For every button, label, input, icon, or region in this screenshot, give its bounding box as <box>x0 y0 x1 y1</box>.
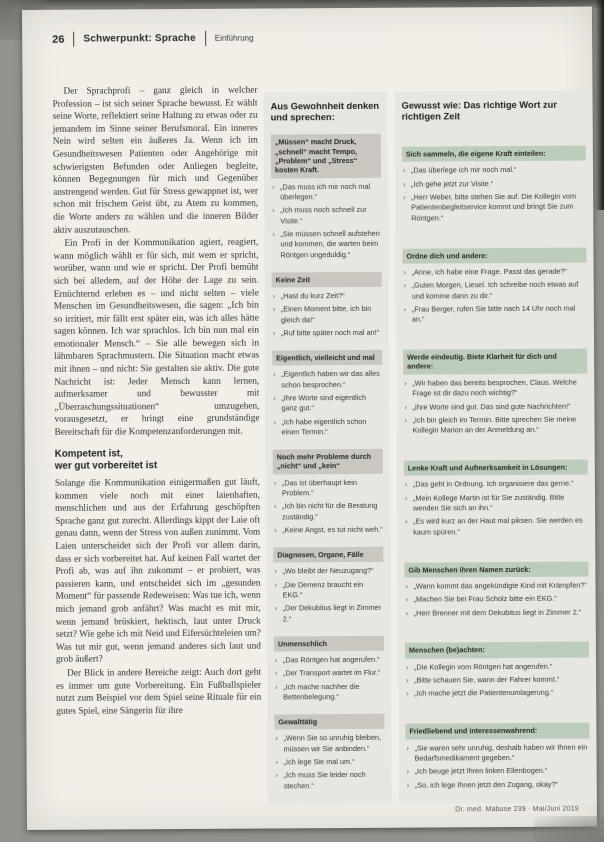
list-item: › „Ich mache nachher die Bettenbelegung.“ <box>275 681 384 702</box>
article-paragraph: Der Sprachprofi – ganz gleich in welcher Profession – ist sich seiner Sprache bewusst. Er wählt seine Worte, reflektiert seine Haltung zu etwas oder zu jemandem im Sinne seiner Berufsmoral. Ein inneres Nein wird selten ein äußeres Ja. Wenn ich im Gesundheitswesen Patienten oder Angehörige mit schwierigsten Befunden oder Anliegen begleite, können Begegnungen für mich und Gegenüber anstrengend werden. Gut für Stress gewappnet ist, wer schon mit frischem Geist übt, zu Atem zu kommen, die Worte anders zu wählen und die inneren Bilder aktiv auszutauschen. <box>52 85 259 236</box>
habit-section-diagnosen <box>273 547 383 628</box>
list-item: › „Das geht in Ordnung. Ich organisiere das gerne.“ <box>405 479 588 490</box>
list-item: › „Herr Weber, bitte stehen Sie auf. Die Kollegin vom Patientenbegleitservice kommt und bringt Sie zum Röntgen.“ <box>403 192 586 224</box>
habit-section-header: Unmenschlich <box>274 635 384 651</box>
list-item: › „Anne, ich habe eine Frage. Passt das gerade?“ <box>404 266 587 277</box>
list-item: › „Keine Angst, es tut nicht weh.“ <box>274 525 383 536</box>
list-item: › „Ruf bitte später noch mal an!“ <box>273 328 382 339</box>
knowhow-section-header: Sich sammeln, die eigene Kraft einteilen: <box>402 146 586 162</box>
knowhow-column-box <box>395 91 597 804</box>
list-item: › „Hast du kurz Zeit?“ <box>273 291 382 302</box>
list-item: › „Guten Morgen, Liesel. Ich schreibe noch etwas auf und komme dann zu dir.“ <box>404 280 587 302</box>
knowhow-section-header: Menschen (be)achten: <box>405 642 589 658</box>
habit-section-items <box>274 655 384 703</box>
list-item: › „Wo bleibt der Neuzugang?“ <box>274 566 383 577</box>
list-item: › „Ich mache jetzt die Patientenumlagerung.“ <box>406 688 589 699</box>
article-paragraph: Der Blick in andere Bereiche zeigt: Auch dort geht es immer um gute Vorbereitung. Ein Fußballspieler nutzt zum Beispiel vor dem Spiel seine Rituale für ein gutes Spiel, eine Sängerin für ihre <box>56 667 262 717</box>
knowhow-section-items <box>402 165 586 224</box>
list-item: › „Der Transport wartet im Flur.“ <box>275 668 384 679</box>
knowhow-section-items <box>403 377 587 436</box>
header-divider <box>205 31 206 46</box>
habit-section-header: Gewalttätig <box>274 714 384 730</box>
list-item: › „Es wird kurz an der Haut mal piksen. Sie werden es kaum spüren.“ <box>405 516 588 538</box>
habit-section-unmenschlich <box>274 635 384 705</box>
list-item: › „Sie müssen schnell aufstehen und kommen, die warten beim Röntgen ungeduldig.“ <box>272 229 381 261</box>
scanned-page <box>22 7 597 830</box>
list-item: › „Das muss ich mir noch mal überlegen.“ <box>272 181 381 202</box>
habit-section-items <box>271 181 381 260</box>
habit-section-header: Diagnosen, Organe, Fälle <box>273 547 383 563</box>
list-item: › „Das ist überhaupt kein Problem.“ <box>274 477 383 498</box>
knowhow-section-header: Lenke Kraft und Aufmerksamkeit in Lösungen: <box>404 460 588 476</box>
knowhow-section-namen <box>404 561 588 622</box>
habit-section-items <box>274 733 384 791</box>
list-item: › „Ich bin gleich im Termin. Bitte sprechen Sie meine Kollegin Marion an der Anmeldung an.“ <box>404 414 587 436</box>
habit-section-items <box>273 566 383 624</box>
article-paragraph: Solange die Kommunikation einigermaßen gut läuft, kommen viele noch mit einer laienhaften, menschlichen und aus der Erfahrung geschöpften Sprache ganz gut zurecht. Allerdings kippt der Laie oft genau dann, wenn der Stress von außen zunimmt. Vom Laien unterscheidet sich der Profi vor allem darin, dass er sich vorbereitet hat. Auf keinen Fall wartet der Profi ab, was auf ihn zukommt – er probiert, was passieren kann, und entscheidet sich im „gesunden Moment“ für passende Redeweisen: Was tue ich, wenn mich jemand grob anfährt? Was macht es mit mir, wenn jemand brüskiert, hektisch, laut unter Druck setzt? Wie gehe ich mit Neid und Eifersüchteleien um? Was tut mir gut, wenn jemand anderes sich laut und grob äußert? <box>54 477 261 666</box>
journal-imprint: Dr. med. Mabuse 239 · Mai/Juni 2019 <box>455 805 579 814</box>
list-item: › „Das Röntgen hat angerufen.“ <box>275 655 384 666</box>
list-item: › „So, ich lege Ihnen jetzt den Zugang, okay?“ <box>407 779 590 790</box>
list-item: › „Ich habe eigentlich schon einen Termin.“ <box>273 416 382 437</box>
list-item: › „Die Kollegin vom Röntgen hat angerufen.“ <box>406 661 589 672</box>
knowhow-section-items <box>405 661 589 699</box>
rubric-title: Schwerpunkt: Sprache <box>83 32 196 45</box>
knowhow-section-header: Werde eindeutig. Biete Klarheit für dich und andere: <box>403 349 587 375</box>
header-divider <box>73 32 74 47</box>
knowhow-section-items <box>405 742 589 791</box>
comparison-boxes <box>264 91 597 805</box>
knowhow-section-items <box>404 479 588 538</box>
list-item: › „Ich beuge jetzt Ihren linken Ellenbogen.“ <box>407 766 590 777</box>
habit-section-items <box>273 477 383 535</box>
list-item: › „Sie waren sehr unruhig, deshalb haben wir Ihnen ein Bedarfsmedikament gegeben.“ <box>406 742 589 764</box>
list-item: › „Ihre Worte sind eigentlich ganz gut.“ <box>273 393 382 414</box>
list-item: › „Ich muss Sie leider noch stechen.“ <box>276 770 385 791</box>
knowhow-section-klarheit <box>403 349 588 440</box>
list-item: › „Mein Kollege Martin ist für Sie zuständig. Bitte wenden Sie sich an ihn.“ <box>405 492 588 514</box>
habit-section-eigentlich <box>272 350 383 441</box>
knowhow-section-items <box>403 266 587 325</box>
habit-section-items <box>272 291 382 339</box>
knowhow-section-header: Friedliebend und interessenwahrend: <box>405 723 589 739</box>
habit-section-header: „Müssen“ macht Druck, „schnell“ macht Tempo, „Problem“ und „Stress“ kosten Kraft. <box>271 134 381 178</box>
list-item: › „Ich lege Sie mal um.“ <box>276 757 385 768</box>
knowhow-section-header: Ordne dich und andere: <box>402 247 586 263</box>
list-item: › „Der Dekubitus liegt in Zimmer 2.“ <box>275 603 384 624</box>
habit-column-box <box>264 92 392 805</box>
page-header <box>52 31 253 47</box>
list-item: › „Bitte schauen Sie, wann der Fahrer kommt.“ <box>406 675 589 686</box>
knowhow-section-items <box>404 580 588 618</box>
knowhow-section-sammeln <box>402 146 586 227</box>
list-item: › „Eigentlich haben wir das alles schon besprochen.“ <box>273 369 382 390</box>
list-item: › „Herr Brenner mit dem Dekubitus liegt in Zimmer 2.“ <box>406 607 589 618</box>
list-item: › „Ich muss noch schnell zur Visite.“ <box>272 205 381 226</box>
rubric-subsection: Einführung <box>214 33 254 43</box>
list-item: › „Die Demenz braucht ein EKG.“ <box>274 579 383 600</box>
list-item: › „Das überlege ich mir noch mal.“ <box>403 165 586 176</box>
habit-section-header: Eigentlich, vielleicht und mal <box>272 350 382 366</box>
knowhow-section-loesungen <box>404 460 588 541</box>
list-item: › „Frau Berger, rufen Sie bitte nach 14 Uhr noch mal an.“ <box>404 304 587 326</box>
habit-section-pressure <box>271 134 382 264</box>
knowhow-section-friedliebend <box>405 723 589 794</box>
article-subheading: Kompetent ist, wer gut vorbereitet ist <box>54 448 158 473</box>
page-number: 26 <box>52 33 65 46</box>
knowhow-section-ordnen <box>402 247 586 328</box>
article-body-column <box>52 85 261 719</box>
list-item: › „Ich bin nicht für die Beratung zuständig.“ <box>274 501 383 522</box>
scan-corner-shadow <box>534 816 604 842</box>
habit-section-items <box>272 369 382 438</box>
list-item: › „Wir haben das bereits besprochen, Claus. Welche Frage ist dir dazu noch wichtig?“ <box>404 377 587 399</box>
knowhow-section-beachten <box>405 642 589 703</box>
list-item: › „Wann kommt das angekündigte Kind mit Krämpfen?“ <box>405 580 588 591</box>
habit-section-no-time <box>272 271 382 341</box>
habit-section-header: Keine Zeit <box>272 271 382 287</box>
list-item: › „Wenn Sie so unruhig bleiben, müssen wir Sie anbinden.“ <box>275 733 384 754</box>
habit-section-negation <box>273 449 384 539</box>
habit-section-header: Noch mehr Probleme durch „nicht“ und „kein“ <box>273 449 383 474</box>
knowhow-column-title: Gewusst wie: Das richtige Wort zur richtigen Zeit <box>401 99 557 123</box>
knowhow-section-header: Gib Menschen ihren Namen zurück: <box>404 561 588 577</box>
list-item: › „Machen Sie bei Frau Scholz bitte ein EKG.“ <box>406 594 589 605</box>
list-item: › „Einen Moment bitte, ich bin gleich da!“ <box>273 304 382 325</box>
list-item: › „Ich gehe jetzt zur Visite.“ <box>403 178 586 189</box>
article-paragraph: Ein Profi in der Kommunikation agiert, reagiert, wann möglich wählt er für sich, mit wem er spricht, worüber, wann und wie er spricht. Der Profi bemüht sich bei alledem, auf der Höhe der Lage zu sein. Ernüchternd erleben es – und nicht selten – viele Menschen im Gesundheitswesen, die sagen: „Ich bin so irritiert, mir fällt erst später ein, was ich alles hätte sagen können. Ich war sprachlos. Ich bin nun mal ein emotionaler Mensch.“ – Sie alle bewegen sich in lähmbaren Sprachmustern. Die Situation macht etwas mit ihnen – und nicht: Sie gestalten sie aktiv. Die gute Nachricht ist: Jeder Mensch kann lernen, aufmerksamer und bewusster mit „Überraschungssituationen“ umzugehen, vorausgesetzt, er bringt eine grundständige Bereitschaft für die Kompetenzanforderungen mit. <box>53 237 260 438</box>
scan-edge-right <box>595 0 604 210</box>
list-item: › „Ihre Worte sind gut. Das sind gute Nachrichten!“ <box>404 401 587 412</box>
habit-column-title: Aus Gewohnheit denken und sprechen: <box>270 100 380 123</box>
habit-section-gewalttaetig <box>274 714 384 795</box>
